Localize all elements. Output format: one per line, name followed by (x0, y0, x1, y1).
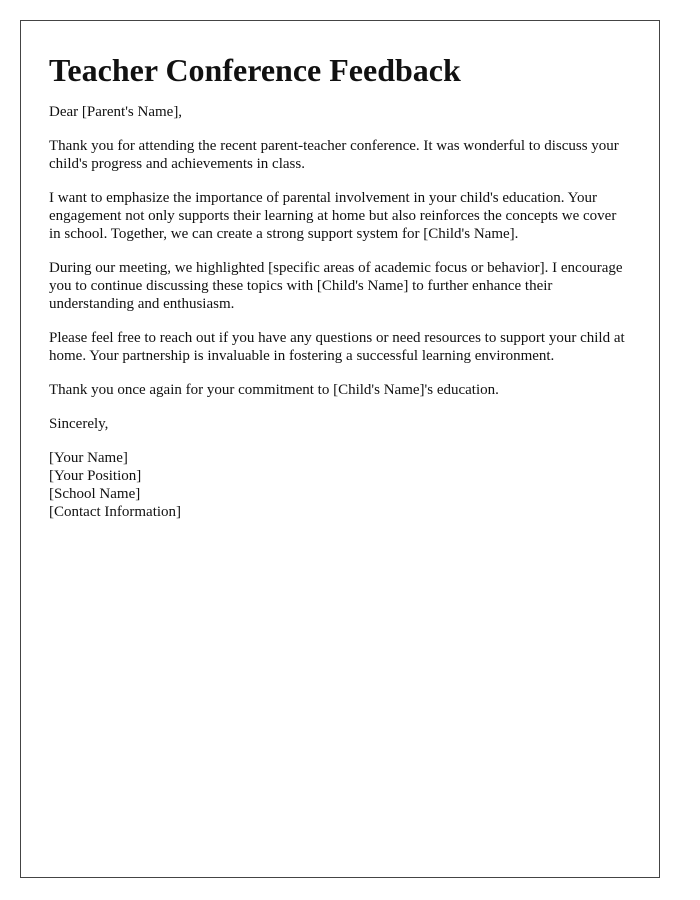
letter-closing: Sincerely, (49, 416, 109, 433)
signature-position: [Your Position] (49, 468, 142, 485)
letter-title: Teacher Conference Feedback (49, 52, 461, 88)
letter-greeting: Dear [Parent's Name], (49, 104, 183, 121)
letter-paragraph-1: Thank you for attending the recent parent-teacher conference. It was wonderful to discuss your child's progress and achievements in class. (49, 138, 619, 173)
letter-paragraph-4: Please feel free to reach out if you have any questions or need resources to support your child at home. Your partnership is invaluable in fostering a successful learning environment. (49, 330, 625, 365)
letter-page (20, 20, 660, 878)
signature-name: [Your Name] (49, 450, 128, 467)
signature-block (49, 449, 631, 521)
letter-paragraph-5: Thank you once again for your commitment to [Child's Name]'s education. (49, 382, 499, 399)
signature-contact: [Contact Information] (49, 504, 182, 521)
signature-school: [School Name] (49, 486, 141, 503)
letter-paragraph-2: I want to emphasize the importance of parental involvement in your child's education. Your engagement not only supports their learning at home but also reinforces the concepts we cover in school. Together, we can create a strong support system for [Child's Name]. (49, 190, 617, 243)
letter-paragraph-3: During our meeting, we highlighted [specific areas of academic focus or behavior]. I encourage you to continue discussing these topics with [Child's Name] to further enhance their understanding and enthusiasm. (49, 260, 623, 313)
